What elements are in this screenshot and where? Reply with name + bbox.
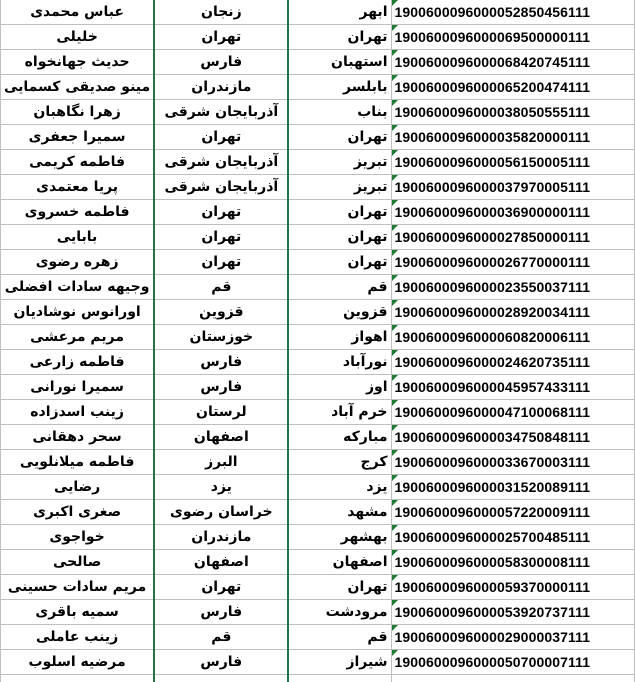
account-number-text: 1900600096000053920737111	[394, 604, 591, 620]
cell-province[interactable]: فارس	[154, 600, 288, 625]
cell-account-number[interactable]	[391, 450, 635, 475]
cell-city[interactable]: شیراز	[288, 650, 391, 675]
table-row	[1, 550, 635, 575]
cell-city[interactable]: یزد	[288, 475, 391, 500]
table-row	[1, 0, 635, 25]
cell-account-number[interactable]	[391, 75, 635, 100]
cell-city[interactable]: بهشهر	[288, 525, 391, 550]
number-stored-as-text-indicator-icon	[392, 200, 398, 206]
table-row	[1, 475, 635, 500]
cell-name[interactable]: سحر دهقانی	[1, 425, 155, 450]
cell-province[interactable]: آذربایجان شرقی	[154, 150, 288, 175]
account-number-text: 1900600096000065200474111	[394, 79, 591, 95]
cell-city[interactable]: تهران	[288, 200, 391, 225]
number-stored-as-text-indicator-icon	[392, 450, 398, 456]
table-row	[1, 100, 635, 125]
cell-province[interactable]: زنجان	[154, 0, 288, 25]
table-row	[1, 525, 635, 550]
number-stored-as-text-indicator-icon	[392, 275, 398, 281]
cell-name[interactable]: پریا معتمدی	[1, 175, 155, 200]
number-stored-as-text-indicator-icon	[392, 375, 398, 381]
number-stored-as-text-indicator-icon	[392, 0, 398, 6]
table-row	[1, 300, 635, 325]
account-number-text: 1900600096000045957433111	[394, 379, 591, 395]
number-stored-as-text-indicator-icon	[392, 175, 398, 181]
account-number-text: 1900600096000036900000111	[394, 204, 591, 220]
cell-account-number[interactable]	[391, 125, 635, 150]
cell-city[interactable]: بناب	[288, 100, 391, 125]
cell-name[interactable]: فاطمه زارعی	[1, 350, 155, 375]
cell-name[interactable]: صغری اکبری	[1, 500, 155, 525]
cell-account-number[interactable]	[391, 100, 635, 125]
table-row-partial	[1, 675, 635, 682]
cell-city[interactable]: مبارکه	[288, 425, 391, 450]
cell-city[interactable]: اهواز	[288, 325, 391, 350]
table-row	[1, 400, 635, 425]
table-row	[1, 350, 635, 375]
cell-city[interactable]: مشهد	[288, 500, 391, 525]
cell-city[interactable]: تهران	[288, 25, 391, 50]
account-number-text: 1900600096000056150005111	[394, 154, 591, 170]
number-stored-as-text-indicator-icon	[392, 600, 398, 606]
number-stored-as-text-indicator-icon	[392, 325, 398, 331]
empty-cell[interactable]	[391, 675, 635, 682]
cell-account-number[interactable]	[391, 650, 635, 675]
cell-city[interactable]: کرج	[288, 450, 391, 475]
cell-name[interactable]: خلیلی	[1, 25, 155, 50]
cell-account-number[interactable]	[391, 550, 635, 575]
cell-province[interactable]: فارس	[154, 375, 288, 400]
account-number-text: 1900600096000068420745111	[394, 54, 591, 70]
cell-city[interactable]: اوز	[288, 375, 391, 400]
table-row	[1, 650, 635, 675]
cell-province[interactable]: تهران	[154, 225, 288, 250]
table-row	[1, 75, 635, 100]
account-number-text: 1900600096000050700007111	[394, 654, 591, 670]
number-stored-as-text-indicator-icon	[392, 625, 398, 631]
cell-account-number[interactable]	[391, 150, 635, 175]
table-row	[1, 250, 635, 275]
number-stored-as-text-indicator-icon	[392, 650, 398, 656]
cell-account-number[interactable]	[391, 500, 635, 525]
cell-province[interactable]: مازندران	[154, 525, 288, 550]
cell-account-number[interactable]	[391, 625, 635, 650]
cell-province[interactable]: خوزستان	[154, 325, 288, 350]
account-number-text: 1900600096000029000037111	[394, 629, 591, 645]
cell-name[interactable]: زینب اسدزاده	[1, 400, 155, 425]
cell-name[interactable]: زینب عاملی	[1, 625, 155, 650]
cell-account-number[interactable]	[391, 0, 635, 25]
cell-city[interactable]: تهران	[288, 225, 391, 250]
number-stored-as-text-indicator-icon	[392, 225, 398, 231]
account-number-text: 1900600096000069500000111	[394, 29, 591, 45]
cell-province[interactable]: مازندران	[154, 75, 288, 100]
cell-account-number[interactable]	[391, 275, 635, 300]
empty-cell[interactable]	[288, 675, 391, 682]
number-stored-as-text-indicator-icon	[392, 250, 398, 256]
number-stored-as-text-indicator-icon	[392, 475, 398, 481]
number-stored-as-text-indicator-icon	[392, 25, 398, 31]
table-row	[1, 600, 635, 625]
empty-cell[interactable]	[1, 675, 155, 682]
cell-province[interactable]: تهران	[154, 575, 288, 600]
cell-province[interactable]: لرستان	[154, 400, 288, 425]
cell-province[interactable]: البرز	[154, 450, 288, 475]
cell-account-number[interactable]	[391, 375, 635, 400]
cell-city[interactable]: قم	[288, 275, 391, 300]
cell-name[interactable]: زهرا نگاهبان	[1, 100, 155, 125]
cell-city[interactable]: مرودشت	[288, 600, 391, 625]
cell-account-number[interactable]	[391, 50, 635, 75]
table-row	[1, 375, 635, 400]
cell-name[interactable]: فاطمه کریمی	[1, 150, 155, 175]
account-number-text: 1900600096000025700485111	[394, 529, 591, 545]
number-stored-as-text-indicator-icon	[392, 125, 398, 131]
account-number-text: 1900600096000057220009111	[394, 504, 591, 520]
account-number-text: 1900600096000026770000111	[394, 254, 591, 270]
number-stored-as-text-indicator-icon	[392, 50, 398, 56]
account-number-text: 1900600096000027850000111	[394, 229, 591, 245]
number-stored-as-text-indicator-icon	[392, 425, 398, 431]
cell-name[interactable]: مریم مرعشی	[1, 325, 155, 350]
table-row	[1, 425, 635, 450]
cell-province[interactable]: اصفهان	[154, 550, 288, 575]
number-stored-as-text-indicator-icon	[392, 150, 398, 156]
number-stored-as-text-indicator-icon	[392, 500, 398, 506]
cell-account-number[interactable]	[391, 425, 635, 450]
cell-account-number[interactable]	[391, 325, 635, 350]
cell-name[interactable]: عباس محمدی	[1, 0, 155, 25]
account-number-text: 1900600096000038050555111	[394, 104, 591, 120]
cell-account-number[interactable]	[391, 25, 635, 50]
cell-name[interactable]: سمیرا جعفری	[1, 125, 155, 150]
cell-province[interactable]: قم	[154, 625, 288, 650]
cell-name[interactable]: مرضیه اسلوب	[1, 650, 155, 675]
cell-account-number[interactable]	[391, 575, 635, 600]
cell-city[interactable]: تهران	[288, 250, 391, 275]
number-stored-as-text-indicator-icon	[392, 575, 398, 581]
table-row	[1, 450, 635, 475]
cell-name[interactable]: فاطمه میلانلویی	[1, 450, 155, 475]
cell-account-number[interactable]	[391, 300, 635, 325]
number-stored-as-text-indicator-icon	[392, 550, 398, 556]
account-number-text: 1900600096000031520089111	[394, 479, 591, 495]
cell-city[interactable]: قزوین	[288, 300, 391, 325]
cell-province[interactable]: قم	[154, 275, 288, 300]
cell-name[interactable]: فاطمه خسروی	[1, 200, 155, 225]
account-number-text: 1900600096000035820000111	[394, 129, 591, 145]
number-stored-as-text-indicator-icon	[392, 400, 398, 406]
account-number-text: 1900600096000059370000111	[394, 579, 591, 595]
empty-cell[interactable]	[154, 675, 288, 682]
table-row	[1, 275, 635, 300]
number-stored-as-text-indicator-icon	[392, 100, 398, 106]
cell-name[interactable]: بابایی	[1, 225, 155, 250]
cell-province[interactable]: یزد	[154, 475, 288, 500]
cell-city[interactable]: تبریز	[288, 175, 391, 200]
cell-province[interactable]: قزوین	[154, 300, 288, 325]
cell-name[interactable]: حدیث جهانخواه	[1, 50, 155, 75]
table-row	[1, 125, 635, 150]
account-number-text: 1900600096000033670003111	[394, 454, 591, 470]
account-number-text: 19006000960000528504561​11	[394, 4, 591, 20]
account-number-text: 1900600096000060820006111	[394, 329, 591, 345]
table-row	[1, 325, 635, 350]
cell-city[interactable]: خرم آباد	[288, 400, 391, 425]
account-number-text: 1900600096000058300008111	[394, 554, 591, 570]
cell-province[interactable]: تهران	[154, 200, 288, 225]
table-row	[1, 625, 635, 650]
cell-city[interactable]: تهران	[288, 575, 391, 600]
cell-account-number[interactable]	[391, 350, 635, 375]
cell-account-number[interactable]	[391, 400, 635, 425]
cell-name[interactable]: رضایی	[1, 475, 155, 500]
table-row	[1, 150, 635, 175]
number-stored-as-text-indicator-icon	[392, 525, 398, 531]
number-stored-as-text-indicator-icon	[392, 75, 398, 81]
account-number-text: 1900600096000037970005111	[394, 179, 591, 195]
cell-province[interactable]: فارس	[154, 50, 288, 75]
cell-name[interactable]: مریم سادات حسینی	[1, 575, 155, 600]
cell-province[interactable]: آذربایجان شرقی	[154, 175, 288, 200]
table-row	[1, 225, 635, 250]
cell-name[interactable]: صالحی	[1, 550, 155, 575]
account-number-text: 1900600096000023550037111	[394, 279, 591, 295]
cell-city[interactable]: استهبان	[288, 50, 391, 75]
cell-account-number[interactable]	[391, 525, 635, 550]
cell-name[interactable]: خواجوی	[1, 525, 155, 550]
cell-province[interactable]: اصفهان	[154, 425, 288, 450]
cell-account-number[interactable]	[391, 475, 635, 500]
cell-name[interactable]: سمیرا نورانی	[1, 375, 155, 400]
table-body	[1, 0, 635, 682]
account-number-text: 1900600096000024620735111	[394, 354, 591, 370]
cell-province[interactable]: فارس	[154, 650, 288, 675]
cell-province[interactable]: آذربایجان شرقی	[154, 100, 288, 125]
number-stored-as-text-indicator-icon	[392, 300, 398, 306]
table-row	[1, 200, 635, 225]
table-row	[1, 50, 635, 75]
cell-account-number[interactable]	[391, 225, 635, 250]
table-row	[1, 500, 635, 525]
cell-city[interactable]: ابهر	[288, 0, 391, 25]
cell-city[interactable]: قم	[288, 625, 391, 650]
number-stored-as-text-indicator-icon	[392, 350, 398, 356]
cell-city[interactable]: نورآباد	[288, 350, 391, 375]
cell-name[interactable]: وجیهه سادات افضلی	[1, 275, 155, 300]
cell-province[interactable]: تهران	[154, 250, 288, 275]
cell-account-number[interactable]	[391, 250, 635, 275]
cell-city[interactable]: تبریز	[288, 150, 391, 175]
account-number-text: 1900600096000047100068111	[394, 404, 591, 420]
cell-city[interactable]: اصفهان	[288, 550, 391, 575]
table-row	[1, 175, 635, 200]
cell-province[interactable]: فارس	[154, 350, 288, 375]
cell-city[interactable]: تهران	[288, 125, 391, 150]
cell-city[interactable]: بابلسر	[288, 75, 391, 100]
cell-province[interactable]: تهران	[154, 25, 288, 50]
cell-account-number[interactable]	[391, 600, 635, 625]
table-row	[1, 575, 635, 600]
account-number-text: 1900600096000028920034111	[394, 304, 591, 320]
cell-name[interactable]: سمیه باقری	[1, 600, 155, 625]
cell-account-number[interactable]	[391, 175, 635, 200]
cell-name[interactable]: مینو صدیقی کسمایی	[1, 75, 155, 100]
cell-account-number[interactable]	[391, 200, 635, 225]
cell-name[interactable]: زهره رضوی	[1, 250, 155, 275]
cell-province[interactable]: خراسان رضوی	[154, 500, 288, 525]
cell-province[interactable]: تهران	[154, 125, 288, 150]
table-row	[1, 25, 635, 50]
cell-name[interactable]: اورانوس نوشادیان	[1, 300, 155, 325]
account-number-text: 1900600096000034750848111	[394, 429, 591, 445]
